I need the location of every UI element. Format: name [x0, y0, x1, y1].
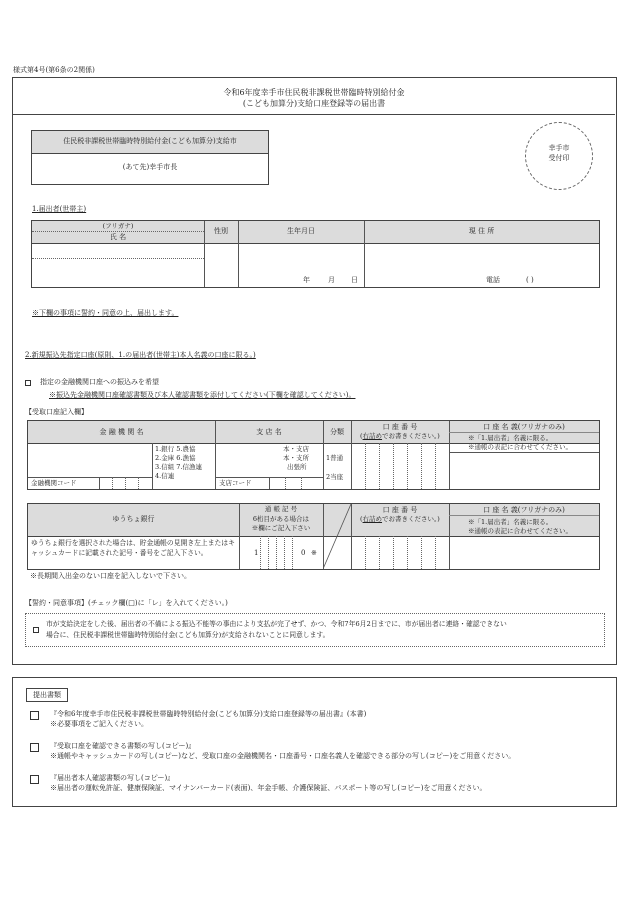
yucho-asterisk: ※ — [311, 549, 317, 557]
section1-title: 1.届出者(世帯主) — [32, 205, 87, 213]
bank-code-label: 金融機関コード — [31, 479, 77, 487]
type-opt-2: 2当座 — [326, 473, 344, 481]
yucho-account-subheader: (右詰めでお書きください。) — [360, 515, 440, 523]
phone-parens: ( ) — [526, 276, 534, 284]
yucho-name-header: ゆうちょ銀行 — [112, 515, 155, 523]
gender-label: 性別 — [214, 227, 228, 235]
pledge-checkbox[interactable] — [33, 627, 39, 633]
type-header: 分類 — [330, 428, 344, 436]
branch-opt-2: 本・支所 — [283, 454, 309, 462]
long-term-note: ※長期間入出金のない口座を記入しないで下さい。 — [30, 572, 191, 580]
stamp-line2: 受付印 — [548, 154, 570, 162]
notice-line: ※下欄の事項に誓約・同意の上、届出します。 — [32, 309, 179, 317]
bank-opt-1: 1.銀行 5.農協 — [155, 445, 196, 453]
doc1-line2: ※必要事項をご記入ください。 — [50, 720, 148, 728]
furigana-label: (フリガナ) — [102, 222, 134, 230]
doc2-line1: 『受取口座を確認できる書類の写し(コピー)』 — [50, 742, 196, 750]
form-title-line1: 令和6年度幸手市住民税非課税世帯臨時特別給付金 — [223, 88, 405, 97]
yucho-holder-note2: ※通帳の表記に合わせてください。 — [468, 527, 572, 535]
holder-note2: ※通帳の表記に合わせてください。 — [468, 443, 572, 451]
yucho-table — [27, 503, 600, 570]
form-number: 様式第4号(第6条の2関係) — [13, 66, 95, 74]
birth-year: 年 — [303, 276, 310, 284]
yucho-account-header: 口 座 番 号 — [382, 506, 418, 514]
section2-title: 2.新規振込先指定口座(原則、1.の届出者(世帯主)本人名義の口座に限る。) — [25, 351, 256, 359]
branch-header: 支 店 名 — [256, 428, 282, 436]
yucho-digit-1: 1 — [254, 549, 259, 557]
addressee-to: (あて先)幸手市長 — [122, 163, 178, 171]
holder-note1: ※「1.届出者」名義に限る。 — [468, 434, 553, 442]
birth-label: 生年月日 — [287, 227, 315, 235]
holder-header: 口 座 名 義(フリガナのみ) — [483, 423, 565, 431]
applicant-table — [31, 220, 600, 288]
doc3-line2: ※届出者の運転免許証、健康保険証、マイナンバーカード(表面)、年金手帳、介護保険証、パスポート等の写し(コピー)をご用意ください。 — [50, 784, 487, 792]
doc1-checkbox[interactable] — [30, 711, 39, 720]
yucho-holder-header: 口 座 名 義(フリガナのみ) — [483, 506, 565, 514]
pledge-box — [25, 613, 605, 647]
account-subheader: (右詰めでお書きください。) — [360, 432, 440, 440]
doc3-checkbox[interactable] — [30, 775, 39, 784]
transfer-option: 指定の金融機関口座への振込みを希望 — [40, 378, 159, 386]
bank-name-header: 金 融 機 関 名 — [99, 428, 144, 436]
addressee-header — [32, 131, 268, 154]
pledge-line1: 市が支給決定をした後、届出者の不備による振込不能等の事由により支払が完了せず、かつ、令和7年6月2日までに、市が届出者に連絡・確認できない — [46, 620, 507, 628]
name-label: 氏 名 — [109, 233, 127, 241]
addressee-header-text: 住民税非課税世帯臨時特別給付金(こども加算分)支給市 — [63, 137, 237, 145]
birth-day: 日 — [351, 276, 358, 284]
yucho-holder-note1: ※「1.届出者」名義に限る。 — [468, 518, 553, 526]
doc2-line2: ※通帳やキャッシュカードの写し(コピー)など、受取口座の金融機関名・口座番号・口座名義人を確認できる部分の写し(コピー)をご用意ください。 — [50, 752, 516, 760]
reception-stamp-area — [525, 122, 593, 190]
yucho-diagonal — [323, 504, 351, 569]
bank-table — [27, 420, 600, 490]
bank-opt-3: 3.信組 7.信漁連 — [155, 463, 202, 471]
type-opt-1: 1普通 — [326, 454, 344, 462]
documents-title-box — [26, 688, 68, 702]
yucho-code-header1: 通 帳 記 号 — [264, 505, 298, 513]
yucho-code-header3: ※欄にご記入下さい — [251, 524, 311, 532]
pledge-title: 【誓約・同意事項】(チェック欄(□)に「レ」を入れてください。) — [25, 599, 228, 607]
account-header: 口 座 番 号 — [382, 423, 418, 431]
receipt-label: 【受取口座記入欄】 — [25, 408, 88, 416]
transfer-option-note: ※振込先金融機関口座確認書類及び本人確認書類を添付してください(下欄を確認してください)。 — [49, 391, 356, 399]
addressee-box — [31, 130, 269, 185]
doc2-checkbox[interactable] — [30, 743, 39, 752]
birth-month: 月 — [328, 276, 335, 284]
yucho-digit-0: 0 — [301, 549, 306, 557]
documents-title: 提出書類 — [33, 691, 61, 699]
form-title-line2: (こども加算分)支給口座登録等の届出書 — [242, 99, 386, 108]
branch-opt-3: 出張所 — [287, 463, 307, 471]
bank-opt-2: 2.金庫 6.漁協 — [155, 454, 196, 462]
yucho-instruction: ゆうちょ銀行を選択された場合は、貯金通帳の見開き左上またはキャッシュカードに記載された記号・番号をご記入下さい。 — [31, 539, 235, 557]
bank-opt-4: 4.信連 — [155, 472, 175, 480]
phone-label: 電話 — [486, 276, 500, 284]
transfer-checkbox[interactable] — [25, 380, 31, 386]
address-label: 現 住 所 — [468, 227, 495, 235]
documents-frame — [12, 677, 617, 807]
branch-code-label: 支店コード — [219, 479, 252, 487]
title-divider — [13, 114, 615, 115]
main-form-frame — [12, 77, 617, 665]
pledge-line2: 場合に、住民税非課税世帯臨時特別給付金(こども加算分)が支給されないことに同意します。 — [46, 631, 330, 639]
doc1-line1: 『令和6年度幸手市住民税非課税世帯臨時特別給付金(こども加算分)支給口座登録等の届出書』(本書) — [50, 710, 367, 718]
branch-opt-1: 本・支店 — [283, 445, 309, 453]
doc3-line1: 『届出者本人確認書類の写し(コピー)』 — [50, 774, 175, 782]
stamp-line1: 幸手市 — [548, 144, 570, 152]
yucho-code-header2: 6桁目がある場合は — [252, 515, 310, 523]
